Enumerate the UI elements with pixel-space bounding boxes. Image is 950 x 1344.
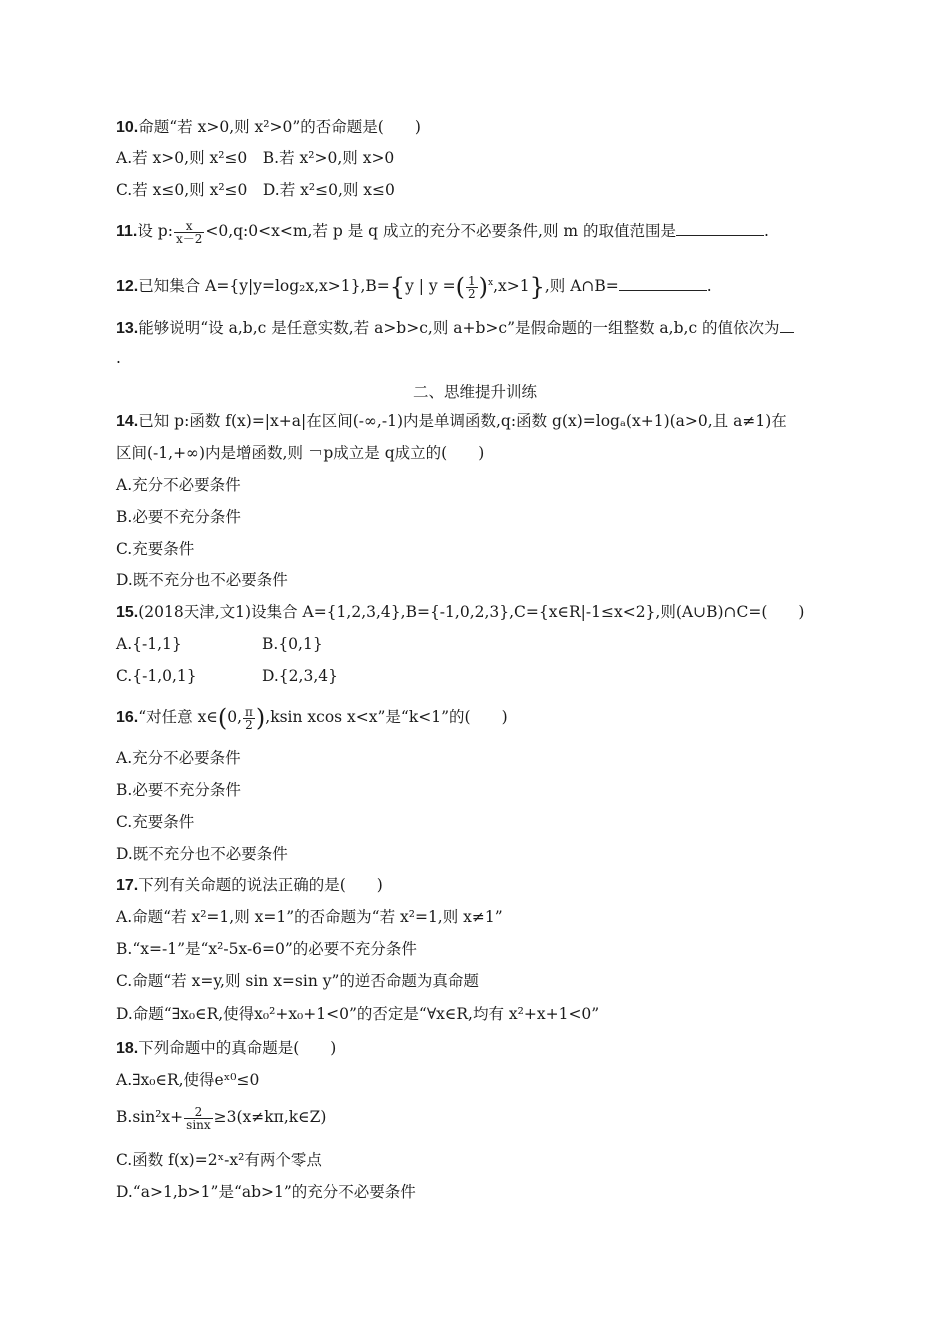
q18-option-d: D.“a>1,b>1”是“ab>1”的充分不必要条件 xyxy=(116,1183,416,1201)
q16-option-c: C.充要条件 xyxy=(116,813,195,831)
q11-pre: 设 p: xyxy=(137,222,173,240)
q18-b-pre: B.sin²x+ xyxy=(116,1108,184,1126)
q16-interval-left: 0, xyxy=(227,708,242,726)
q17-option-b: B.“x=-1”是“x²-5x-6=0”的必要不充分条件 xyxy=(116,940,417,958)
q14-number: 14. xyxy=(116,413,139,430)
q12-set-end: ,x>1 xyxy=(493,277,530,295)
q14-option-b: B.必要不充分条件 xyxy=(116,508,241,526)
q13-number: 13. xyxy=(116,320,139,337)
q15-number: 15. xyxy=(116,604,139,621)
q17-option-a: A.命题“若 x²=1,则 x=1”的否命题为“若 x²=1,则 x≠1” xyxy=(116,908,503,926)
q12-pre: 已知集合 A={y|y=log₂x,x>1},B= xyxy=(138,277,390,295)
q16-pre: “对任意 x∈ xyxy=(138,708,218,726)
q12-paren-left: ( xyxy=(455,273,465,301)
q14-line1 xyxy=(116,411,787,432)
q18-b-fraction xyxy=(184,1106,213,1131)
q14-option-d: D.既不充分也不必要条件 xyxy=(116,571,288,589)
section-title: 二、思维提升训练 xyxy=(412,383,537,401)
q12-line xyxy=(116,268,712,302)
q18-b-frac-bottom: sinx xyxy=(186,1117,211,1132)
q13-line xyxy=(116,318,794,339)
q18-option-c: C.函数 f(x)=2ˣ-x²有两个零点 xyxy=(116,1151,322,1169)
q12-set-mid: y | y = xyxy=(405,277,456,295)
q10-options-cd: C.若 x≤0,则 x²≤0 D.若 x²≤0,则 x≤0 xyxy=(116,181,395,199)
q15-stem: (2018天津,文1)设集合 A={1,2,3,4},B={-1,0,2,3},C={x∈R|-1≤x<2},则(A∪B)∩C=( ) xyxy=(138,603,805,621)
q12-fraction xyxy=(466,275,478,300)
q15-option-c: C.{-1,0,1} xyxy=(116,667,197,685)
q14-option-a: A.充分不必要条件 xyxy=(116,476,241,494)
q12-exponent: x xyxy=(487,278,494,288)
q11-end: . xyxy=(764,222,769,240)
q18-stem-line xyxy=(116,1038,336,1059)
q11-fraction xyxy=(174,220,204,245)
q12-post: ,则 A∩B= xyxy=(544,277,619,295)
q12-frac-bottom: 2 xyxy=(467,286,476,301)
q12-brace-right: } xyxy=(529,273,545,301)
q16-paren-right: ) xyxy=(255,704,266,732)
q10-stem: 命题“若 x>0,则 x²>0”的否命题是( ) xyxy=(138,118,421,136)
q11-frac-top: x xyxy=(174,220,204,233)
q13-end: . xyxy=(116,349,121,367)
q18-option-b xyxy=(116,1104,326,1131)
q13-stem: 能够说明“设 a,b,c 是任意实数,若 a>b>c,则 a+b>c”是假命题的一组整数 a,b,c 的值依次为 xyxy=(138,319,780,337)
q16-stem-line xyxy=(116,702,508,733)
q17-option-c: C.命题“若 x=y,则 sin x=sin y”的逆否命题为真命题 xyxy=(116,972,479,990)
q16-option-d: D.既不充分也不必要条件 xyxy=(116,845,288,863)
q11-frac-bottom: x－2 xyxy=(175,231,203,246)
q17-stem: 下列有关命题的说法正确的是( ) xyxy=(138,876,383,894)
q15-stem-line xyxy=(116,602,804,623)
q12-paren-right: ) xyxy=(478,273,488,301)
q16-frac-top: π xyxy=(245,704,253,719)
q12-frac-top: 1 xyxy=(467,273,476,288)
q17-number: 17. xyxy=(116,877,139,894)
q18-b-frac-top: 2 xyxy=(184,1106,213,1119)
q17-option-d: D.命题“∃x₀∈R,使得x₀²+x₀+1<0”的否定是“∀x∈R,均有 x²+x+1<0” xyxy=(116,1005,600,1023)
q10-options-ab: A.若 x>0,则 x²≤0 B.若 x²>0,则 x>0 xyxy=(116,149,395,167)
q11-post: <0,q:0<x<m,若 p 是 q 成立的充分不必要条件,则 m 的取值范围是 xyxy=(205,222,676,240)
q12-brace-left: { xyxy=(389,273,406,301)
q15-option-b: B.{0,1} xyxy=(262,635,323,653)
q11-answer-blank[interactable] xyxy=(676,221,764,236)
q10-number: 10. xyxy=(116,119,139,136)
q11-number: 11. xyxy=(116,223,138,240)
q16-paren-left: ( xyxy=(217,704,228,732)
q14-text1: 已知 p:函数 f(x)=|x+a|在区间(-∞,-1)内是单调函数,q:函数 g(x)=logₐ(x+1)(a>0,且 a≠1)在 xyxy=(138,412,787,430)
q12-end: . xyxy=(706,277,712,295)
q13-answer-blank[interactable] xyxy=(780,318,794,333)
q14-line2: 区间(-1,+∞)内是增函数,则 ￢p成立是 q成立的( ) xyxy=(116,444,485,462)
q16-fraction xyxy=(243,706,255,731)
q17-stem-line xyxy=(116,875,383,896)
q12-answer-blank[interactable] xyxy=(619,276,707,291)
q16-option-a: A.充分不必要条件 xyxy=(116,749,241,767)
q16-post: ,ksin xcos x<x”是“k<1”的( ) xyxy=(265,708,508,726)
q10-stem-line xyxy=(116,117,421,138)
q18-number: 18. xyxy=(116,1040,139,1057)
q18-b-post: ≥3(x≠kπ,k∈Z) xyxy=(213,1108,327,1126)
q16-frac-bottom: 2 xyxy=(245,717,253,732)
q18-stem: 下列命题中的真命题是( ) xyxy=(138,1039,337,1057)
q15-option-a: A.{-1,1} xyxy=(116,635,182,653)
q12-number: 12. xyxy=(116,278,139,295)
q18-option-a: A.∃x₀∈R,使得eˣ⁰≤0 xyxy=(116,1071,260,1089)
q14-option-c: C.充要条件 xyxy=(116,540,195,558)
q15-option-d: D.{2,3,4} xyxy=(262,667,338,685)
q16-number: 16. xyxy=(116,709,139,726)
q11-line xyxy=(116,218,769,245)
q16-option-b: B.必要不充分条件 xyxy=(116,781,241,799)
